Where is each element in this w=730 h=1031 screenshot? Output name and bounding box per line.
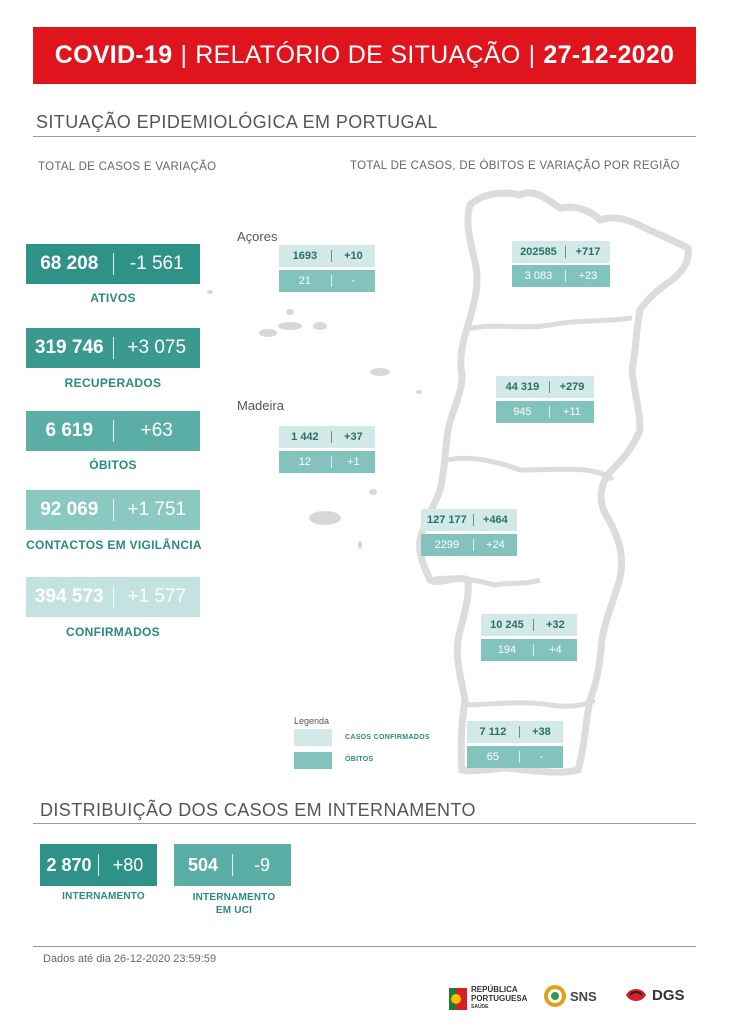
header-date: 27-12-2020 (543, 41, 675, 69)
header-separator-2: | (528, 41, 536, 69)
region-divider (549, 406, 550, 418)
region-divider (519, 751, 520, 763)
header-report-title: RELATÓRIO DE SITUAÇÃO (195, 41, 521, 69)
footer-divider (33, 946, 696, 947)
legend-deaths-label: ÓBITOS (345, 756, 374, 763)
region-centro-deaths (496, 401, 594, 423)
region-centro-deaths-delta: +11 (563, 406, 581, 418)
region-acores-deaths-delta: - (351, 275, 356, 287)
legend-confirmed-swatch (294, 729, 332, 746)
region-centro-cases (496, 376, 594, 398)
section-title-epidemiological: SITUAÇÃO EPIDEMIOLÓGICA EM PORTUGAL (36, 112, 438, 132)
region-divider (331, 456, 332, 468)
region-madeira-cases-delta: +37 (344, 431, 363, 443)
region-norte-cases-value: 202585 (520, 246, 557, 258)
region-centro-cases-value: 44 319 (505, 381, 540, 393)
acores-island-5 (286, 309, 294, 315)
stat-recovered-label: RECUPERADOS (64, 376, 162, 390)
stat-icu-delta: -9 (253, 854, 270, 875)
acores-label: Açores (237, 229, 278, 244)
stat-contacts-delta: +1 751 (127, 499, 187, 520)
sns-logo (544, 985, 597, 1007)
region-divider (331, 250, 332, 262)
region-divider (565, 270, 566, 282)
stat-recovered-delta: +3 075 (127, 337, 187, 358)
region-madeira-deaths (279, 451, 375, 473)
region-acores-cases-delta: +10 (344, 250, 363, 262)
region-acores-deaths (279, 270, 375, 292)
region-divider (519, 726, 520, 738)
region-alentejo-cases-value: 10 245 (490, 619, 524, 631)
region-acores-deaths-value: 21 (298, 275, 312, 287)
madeira-label: Madeira (237, 398, 284, 413)
region-lisboa-deaths-value: 2299 (434, 539, 460, 551)
sns-emblem-icon (544, 985, 566, 1007)
region-alentejo-cases-delta: +32 (546, 619, 565, 631)
madeira-island-porto-santo (369, 489, 377, 495)
region-algarve-deaths-delta: - (539, 751, 544, 763)
region-norte-cases-delta: +717 (575, 246, 601, 258)
stat-active-delta: -1 561 (129, 253, 184, 274)
region-divider (473, 514, 474, 526)
stat-contacts-value: 92 069 (40, 499, 99, 520)
stat-icu-value: 504 (187, 854, 219, 875)
region-algarve-cases-value: 7 112 (479, 726, 507, 738)
legend-confirmed-label: CASOS CONFIRMADOS (345, 734, 430, 741)
logo-republica-line2: PORTUGUESA (471, 994, 528, 1003)
stat-active-label: ATIVOS (90, 291, 136, 305)
region-algarve-cases (467, 721, 563, 743)
stat-recovered-value: 319 746 (34, 337, 104, 358)
stat-hospitalized (40, 844, 157, 886)
region-norte-deaths (512, 265, 610, 287)
stat-confirmed-delta: +1 577 (127, 586, 187, 607)
stat-deaths-value: 6 619 (45, 420, 94, 441)
region-acores-cases (279, 245, 375, 267)
acores-island-4 (313, 322, 327, 330)
region-divider (533, 619, 534, 631)
region-lisboa-cases (421, 509, 517, 531)
stat-icu-label-line1: INTERNAMENTO (192, 892, 276, 903)
acores-island-6 (370, 368, 390, 376)
stat-icu-label (174, 891, 294, 917)
region-acores-cases-value: 1693 (292, 250, 318, 262)
legend-deaths-swatch (294, 752, 332, 769)
region-norte-deaths-value: 3 083 (524, 270, 553, 282)
acores-island-2 (259, 329, 277, 337)
region-divider (533, 644, 534, 656)
logo-dgs-text: DGS (652, 986, 685, 1004)
republica-portuguesa-logo (449, 985, 527, 1012)
region-divider (331, 431, 332, 443)
stat-confirmed-value: 394 573 (34, 586, 104, 607)
acores-island-1 (207, 290, 213, 294)
region-lisboa-cases-value: 127 177 (427, 514, 467, 526)
stat-hospitalized-label: INTERNAMENTO (62, 891, 145, 902)
region-madeira-cases (279, 426, 375, 448)
section-divider-2 (33, 823, 696, 824)
region-divider (331, 275, 332, 287)
region-algarve-deaths (467, 746, 563, 768)
subtitle-regions: TOTAL DE CASOS, DE ÓBITOS E VARIAÇÃO POR REGIÃO (350, 160, 680, 172)
region-lisboa-deaths-delta: +24 (486, 539, 505, 551)
madeira-island-main (309, 511, 341, 525)
republica-emblem-icon (449, 988, 467, 1010)
region-alentejo-deaths-delta: +4 (549, 644, 562, 656)
stat-deaths-label: ÓBITOS (89, 458, 137, 472)
region-madeira-deaths-delta: +1 (347, 456, 360, 468)
region-alentejo-deaths-value: 194 (497, 644, 517, 656)
header-separator: | (180, 41, 188, 69)
region-norte-deaths-delta: +23 (578, 270, 598, 282)
region-centro-deaths-value: 945 (513, 406, 532, 418)
stat-active-value: 68 208 (40, 253, 99, 274)
logo-sns-text: SNS (570, 988, 597, 1004)
region-divider (473, 539, 474, 551)
region-lisboa-cases-delta: +464 (483, 514, 508, 526)
region-centro-cases-delta: +279 (559, 381, 585, 393)
acores-island-3 (278, 322, 302, 330)
region-algarve-deaths-value: 65 (486, 751, 500, 763)
region-alentejo-deaths (481, 639, 577, 661)
region-divider (565, 246, 566, 258)
region-algarve-cases-delta: +38 (532, 726, 551, 738)
region-madeira-deaths-value: 12 (298, 456, 312, 468)
stat-icu-label-line2: EM UCI (215, 905, 253, 916)
acores-island-7 (416, 390, 422, 394)
stat-icu (174, 844, 291, 886)
region-madeira-cases-value: 1 442 (291, 431, 319, 443)
stat-confirmed-label: CONFIRMADOS (66, 625, 160, 639)
stat-hospitalized-delta: +80 (112, 854, 144, 875)
region-norte-cases (512, 241, 610, 263)
stat-contacts-label: CONTACTOS EM VIGILÂNCIA (26, 538, 202, 552)
stat-deaths-delta: +63 (140, 420, 173, 441)
header-covid-title: COVID-19 (54, 41, 173, 69)
dgs-logo (624, 985, 685, 1005)
madeira-island-desertas (358, 541, 362, 549)
logo-republica-line3: SAÚDE (471, 1004, 489, 1010)
subtitle-totals: TOTAL DE CASOS E VARIAÇÃO (38, 161, 217, 173)
legend-title: Legenda (294, 716, 330, 726)
region-lisboa-deaths (421, 534, 517, 556)
region-alentejo-cases (481, 614, 577, 636)
dgs-emblem-icon (624, 985, 648, 1005)
region-divider (549, 381, 550, 393)
data-timestamp-note: Dados até dia 26-12-2020 23:59:59 (43, 953, 217, 965)
section-title-hospital: DISTRIBUIÇÃO DOS CASOS EM INTERNAMENTO (40, 800, 476, 820)
logo-republica-line1: REPÚBLICA (471, 985, 518, 994)
stat-hospitalized-value: 2 870 (46, 854, 92, 875)
